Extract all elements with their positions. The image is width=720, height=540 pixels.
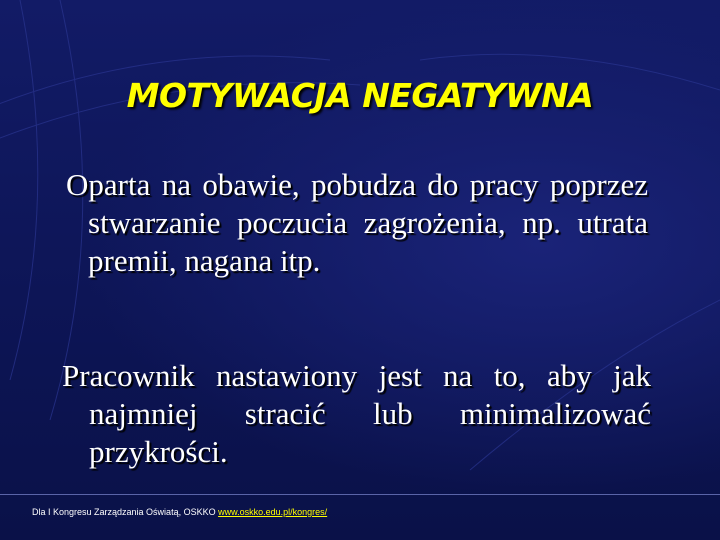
footer-divider xyxy=(0,494,720,495)
paragraph-fear-motivation: Oparta na obawie, pobudza do pracy poprzez stwarzanie poczucia zagrożenia, np. utrata premii, nagana itp. xyxy=(66,167,648,278)
footer-link[interactable]: www.oskko.edu.pl/kongres/ xyxy=(218,507,328,517)
slide-title: MOTYWACJA NEGATYWNA xyxy=(126,76,594,115)
footer-text: Dla I Kongresu Zarządzania Oświatą, OSKKO xyxy=(32,507,219,517)
footer xyxy=(32,507,327,517)
paragraph-employee-attitude: Pracownik nastawiony jest na to, aby jak najmniej stracić lub minimalizować przykrości. xyxy=(62,358,651,469)
